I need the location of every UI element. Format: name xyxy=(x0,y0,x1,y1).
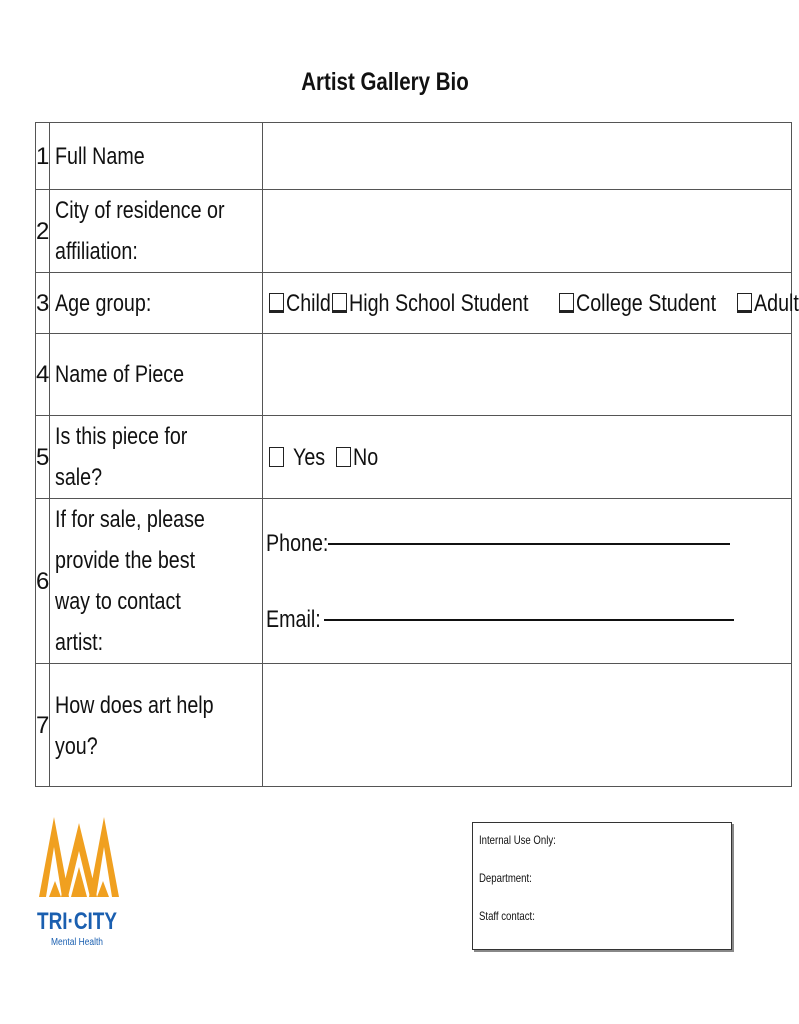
staff-contact-label: Staff contact: xyxy=(479,909,535,923)
field-label: provide the best xyxy=(55,547,196,574)
internal-use-box xyxy=(472,822,732,950)
row-number: 3 xyxy=(36,273,50,334)
row-name-of-piece xyxy=(36,334,792,416)
city-field[interactable] xyxy=(263,190,792,273)
sale-option-no[interactable]: No xyxy=(336,437,366,478)
bio-form xyxy=(35,122,799,787)
field-label: sale? xyxy=(55,464,103,491)
field-label: City of residence or xyxy=(55,197,225,224)
row-number: 1 xyxy=(36,123,50,190)
row-number: 6 xyxy=(36,499,50,664)
checkbox-icon[interactable] xyxy=(559,293,574,313)
logo-mark-icon xyxy=(37,817,122,952)
row-number: 4 xyxy=(36,334,50,416)
art-help-field[interactable] xyxy=(263,664,792,787)
checkbox-icon[interactable] xyxy=(332,293,347,313)
checkbox-icon[interactable] xyxy=(269,447,284,467)
row-city xyxy=(36,190,792,273)
checkbox-icon[interactable] xyxy=(269,293,284,313)
email-input[interactable] xyxy=(324,617,734,621)
age-option-college[interactable]: College Student xyxy=(559,283,729,324)
row-number: 5 xyxy=(36,416,50,499)
tri-city-logo xyxy=(37,817,122,952)
field-label: artist: xyxy=(55,629,104,656)
row-number: 2 xyxy=(36,190,50,273)
field-label: affiliation: xyxy=(55,238,139,265)
row-number: 7 xyxy=(36,664,50,787)
department-label: Department: xyxy=(479,871,532,885)
page-title: Artist Gallery Bio xyxy=(301,68,469,96)
field-label: Full Name xyxy=(55,142,146,170)
checkbox-icon[interactable] xyxy=(737,293,752,313)
field-label: Name of Piece xyxy=(55,361,185,388)
row-age-group xyxy=(36,273,792,334)
row-contact xyxy=(36,499,792,664)
checkbox-icon[interactable] xyxy=(336,447,351,467)
phone-label: Phone: xyxy=(266,529,329,557)
email-label: Email: xyxy=(266,605,321,633)
field-label: Age group: xyxy=(55,289,152,317)
full-name-field[interactable] xyxy=(263,123,792,190)
row-full-name xyxy=(36,123,792,190)
phone-input[interactable] xyxy=(328,541,730,545)
field-label: If for sale, please xyxy=(55,506,206,533)
age-option-adult[interactable]: Adult xyxy=(737,283,791,324)
internal-use-label: Internal Use Only: xyxy=(479,833,556,847)
logo-name: TRI·CITY xyxy=(37,908,117,935)
age-option-high-school[interactable]: High School Student xyxy=(332,283,550,324)
field-label: Is this piece for xyxy=(55,423,188,450)
field-label: How does art help xyxy=(55,692,214,719)
sale-option-yes[interactable]: Yes xyxy=(269,437,314,478)
name-of-piece-field[interactable] xyxy=(263,334,792,416)
row-art-help xyxy=(36,664,792,787)
age-option-child[interactable]: Child xyxy=(269,283,323,324)
row-for-sale xyxy=(36,416,792,499)
logo-subtitle: Mental Health xyxy=(51,937,103,948)
field-label: way to contact xyxy=(55,588,182,615)
field-label: you? xyxy=(55,733,99,760)
